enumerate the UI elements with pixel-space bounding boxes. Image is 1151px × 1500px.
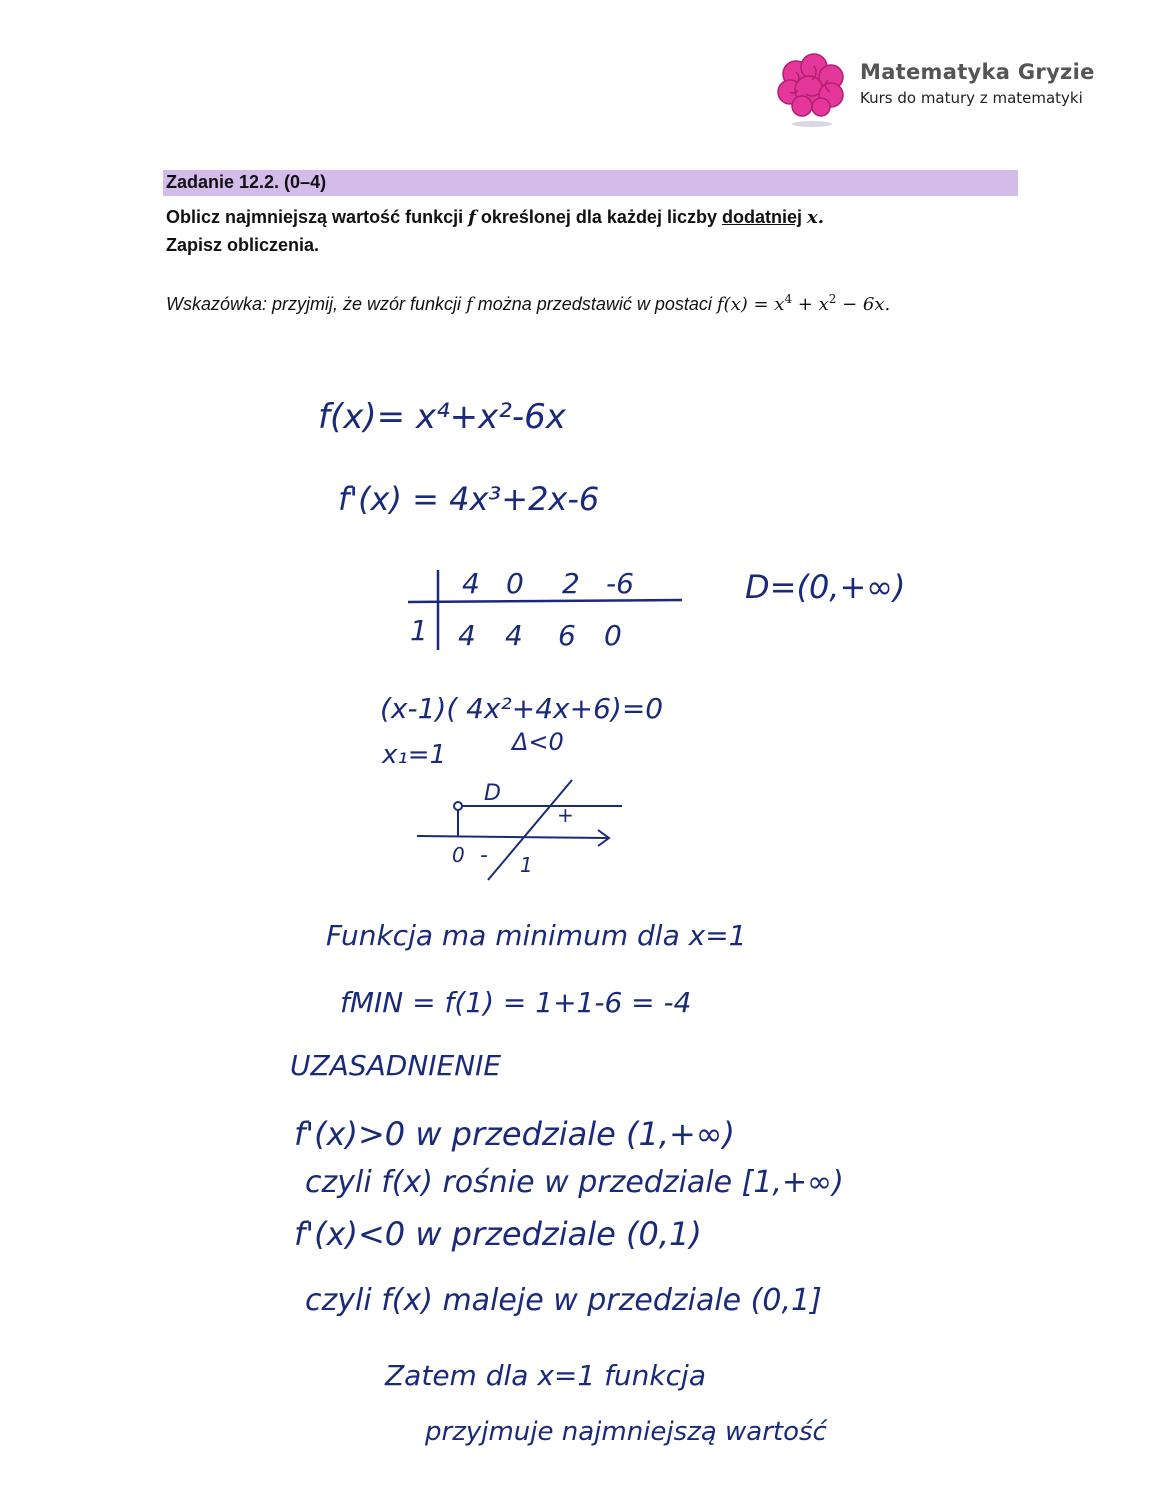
- function-formula: f(x)= x⁴+x²-6x: [318, 397, 566, 437]
- task-title: Zadanie 12.2. (0–4): [166, 172, 327, 192]
- sign-zero: 0: [452, 843, 465, 867]
- brand-tagline: Kurs do matury z matematyki: [860, 89, 1083, 107]
- horner-root: 1: [410, 614, 428, 647]
- horner-bottom-1: 4: [505, 619, 523, 652]
- sign-plus: +: [557, 803, 574, 827]
- conclusion: Funkcja ma minimum dla x=1: [326, 919, 747, 952]
- root: x₁=1: [382, 740, 447, 770]
- brand-name: Matematyka Gryzie: [860, 60, 1095, 84]
- justification-6: przyjmuje najmniejszą wartość: [425, 1417, 827, 1447]
- justification-2: czyli f(x) rośnie w przedziale [1,+∞): [305, 1165, 844, 1200]
- justification-1: f'(x)>0 w przedziale (1,+∞): [294, 1115, 735, 1153]
- justification-4: czyli f(x) maleje w przedziale (0,1]: [305, 1283, 822, 1318]
- task-instruction: Oblicz najmniejszą wartość funkcji f określonej dla każdej liczby dodatniej x.: [166, 207, 824, 228]
- delta-note: Δ<0: [512, 728, 564, 756]
- horner-hline: [408, 600, 682, 602]
- horner-top-0: 4: [462, 567, 480, 600]
- hint: Wskazówka: przyjmij, że wzór funkcji f można przedstawić w postaci $f(x) = x^4 + x^2 - 6x$.: [166, 292, 891, 315]
- task-instruction-2: Zapisz obliczenia.: [166, 235, 320, 255]
- horner-top-1: 0: [506, 567, 524, 600]
- justification-title: UZASADNIENIE: [290, 1049, 502, 1082]
- sign-one: 1: [520, 853, 533, 877]
- derivative-formula: f'(x) = 4x³+2x-6: [338, 480, 600, 518]
- justification-3: f'(x)<0 w przedziale (0,1): [294, 1215, 702, 1253]
- horner-bottom-0: 4: [458, 619, 476, 652]
- sign-minus: -: [480, 843, 488, 868]
- horner-bottom-3: 0: [604, 619, 622, 652]
- horner-top-3: -6: [606, 567, 634, 600]
- fmin: fMIN = f(1) = 1+1-6 = -4: [340, 986, 692, 1019]
- horner-bottom-2: 6: [558, 619, 576, 652]
- domain: D=(0,+∞): [745, 568, 906, 606]
- sign-label-d: D: [484, 781, 501, 806]
- axis-line: [417, 836, 608, 838]
- horner-top-2: 2: [562, 567, 580, 600]
- factored-equation: (x-1)( 4x²+4x+6)=0: [380, 692, 664, 725]
- open-point: [454, 802, 462, 810]
- justification-5: Zatem dla x=1 funkcja: [385, 1359, 706, 1392]
